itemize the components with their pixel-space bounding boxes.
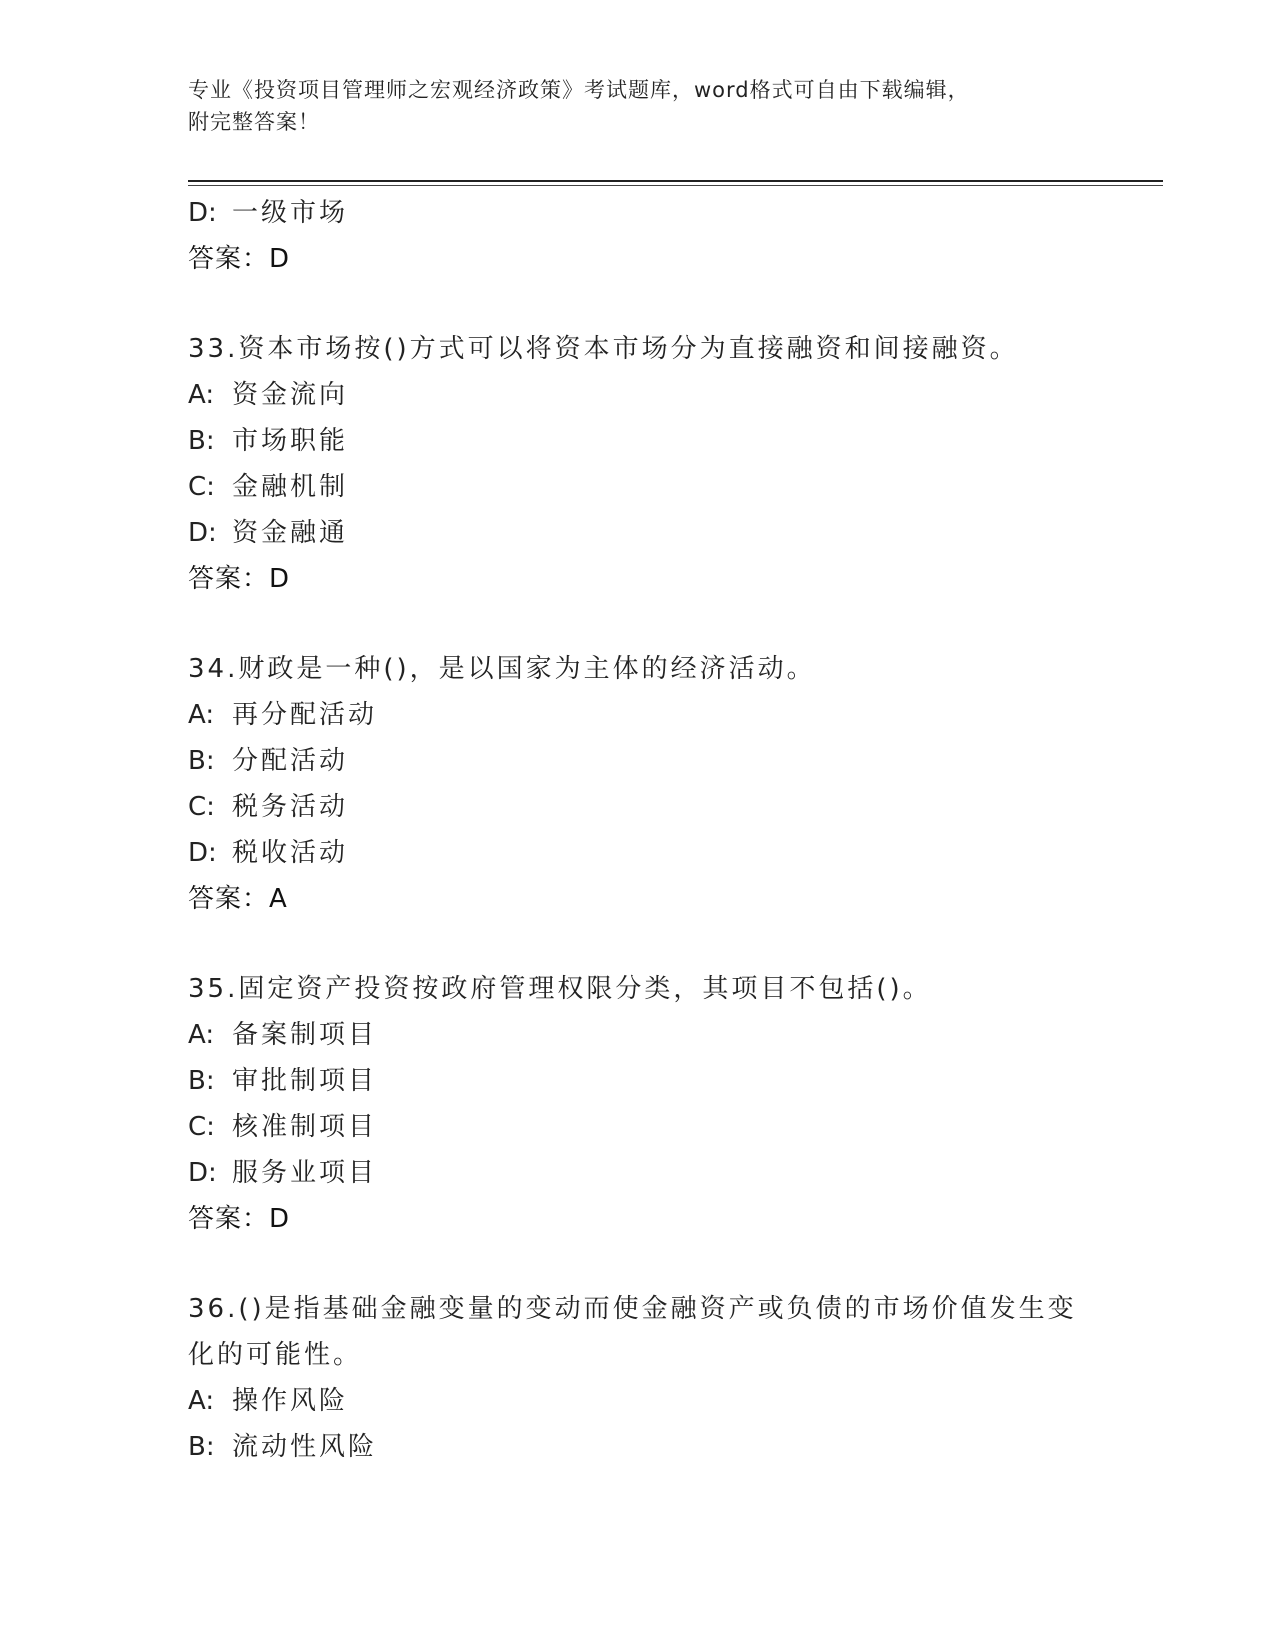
option-c <box>188 464 1088 510</box>
option-a <box>188 692 1088 738</box>
question-33: 33.资本市场按()方式可以将资本市场分为直接融资和间接融资。 <box>188 334 1019 364</box>
option-c <box>188 1104 1088 1150</box>
question-35: 35.固定资产投资按政府管理权限分类，其项目不包括()。 <box>188 974 932 1004</box>
document-header <box>188 74 1088 138</box>
option-text: 金融机制 <box>232 472 349 502</box>
question-34: 34.财政是一种()，是以国家为主体的经济活动。 <box>188 654 816 684</box>
option-d <box>188 1150 1088 1196</box>
option-text: 税务活动 <box>232 792 349 822</box>
header-line-1: 专业《投资项目管理师之宏观经济政策》考试题库，word格式可自由下载编辑， <box>188 78 970 102</box>
header-divider-thin <box>188 185 1163 186</box>
option-b <box>188 418 1088 464</box>
option-d <box>188 510 1088 556</box>
answer-line: 答案：D <box>188 1204 291 1234</box>
option-label: C: <box>188 1112 215 1142</box>
option-text: 服务业项目 <box>232 1158 378 1188</box>
option-text: 再分配活动 <box>232 700 378 730</box>
option-label: A: <box>188 380 215 410</box>
option-text: 资金流向 <box>232 380 349 410</box>
question-36-line-2: 化的可能性。 <box>188 1340 363 1370</box>
option-label: B: <box>188 1432 215 1462</box>
option-text: 分配活动 <box>232 746 349 776</box>
option-text: 备案制项目 <box>232 1020 378 1050</box>
question-list <box>188 190 1088 1470</box>
option-label: C: <box>188 472 215 502</box>
option-text: 一级市场 <box>232 198 349 228</box>
option-text: 市场职能 <box>232 426 349 456</box>
option-b <box>188 1058 1088 1104</box>
option-text: 税收活动 <box>232 838 349 868</box>
option-label: A: <box>188 700 215 730</box>
option-text: 操作风险 <box>232 1386 349 1416</box>
option-b <box>188 1424 1088 1470</box>
question-36-line-1: 36.()是指基础金融变量的变动而使金融资产或负债的市场价值发生变 <box>188 1294 1077 1324</box>
option-b <box>188 738 1088 784</box>
option-text: 审批制项目 <box>232 1066 378 1096</box>
option-d <box>188 830 1088 876</box>
option-d <box>188 190 1088 236</box>
option-label: D: <box>188 518 217 548</box>
answer-line: 答案：D <box>188 244 291 274</box>
option-c <box>188 784 1088 830</box>
option-label: A: <box>188 1020 215 1050</box>
answer-line: 答案：D <box>188 564 291 594</box>
option-a <box>188 1378 1088 1424</box>
option-a <box>188 1012 1088 1058</box>
option-label: A: <box>188 1386 215 1416</box>
option-label: D: <box>188 838 217 868</box>
header-divider-thick <box>188 180 1163 182</box>
option-label: B: <box>188 1066 215 1096</box>
option-text: 流动性风险 <box>232 1432 378 1462</box>
answer-line: 答案：A <box>188 884 288 914</box>
option-label: B: <box>188 746 215 776</box>
option-text: 资金融通 <box>232 518 349 548</box>
option-label: D: <box>188 198 217 228</box>
header-line-2: 附完整答案！ <box>188 110 320 134</box>
option-label: D: <box>188 1158 217 1188</box>
option-text: 核准制项目 <box>232 1112 378 1142</box>
option-a <box>188 372 1088 418</box>
option-label: C: <box>188 792 215 822</box>
option-label: B: <box>188 426 215 456</box>
